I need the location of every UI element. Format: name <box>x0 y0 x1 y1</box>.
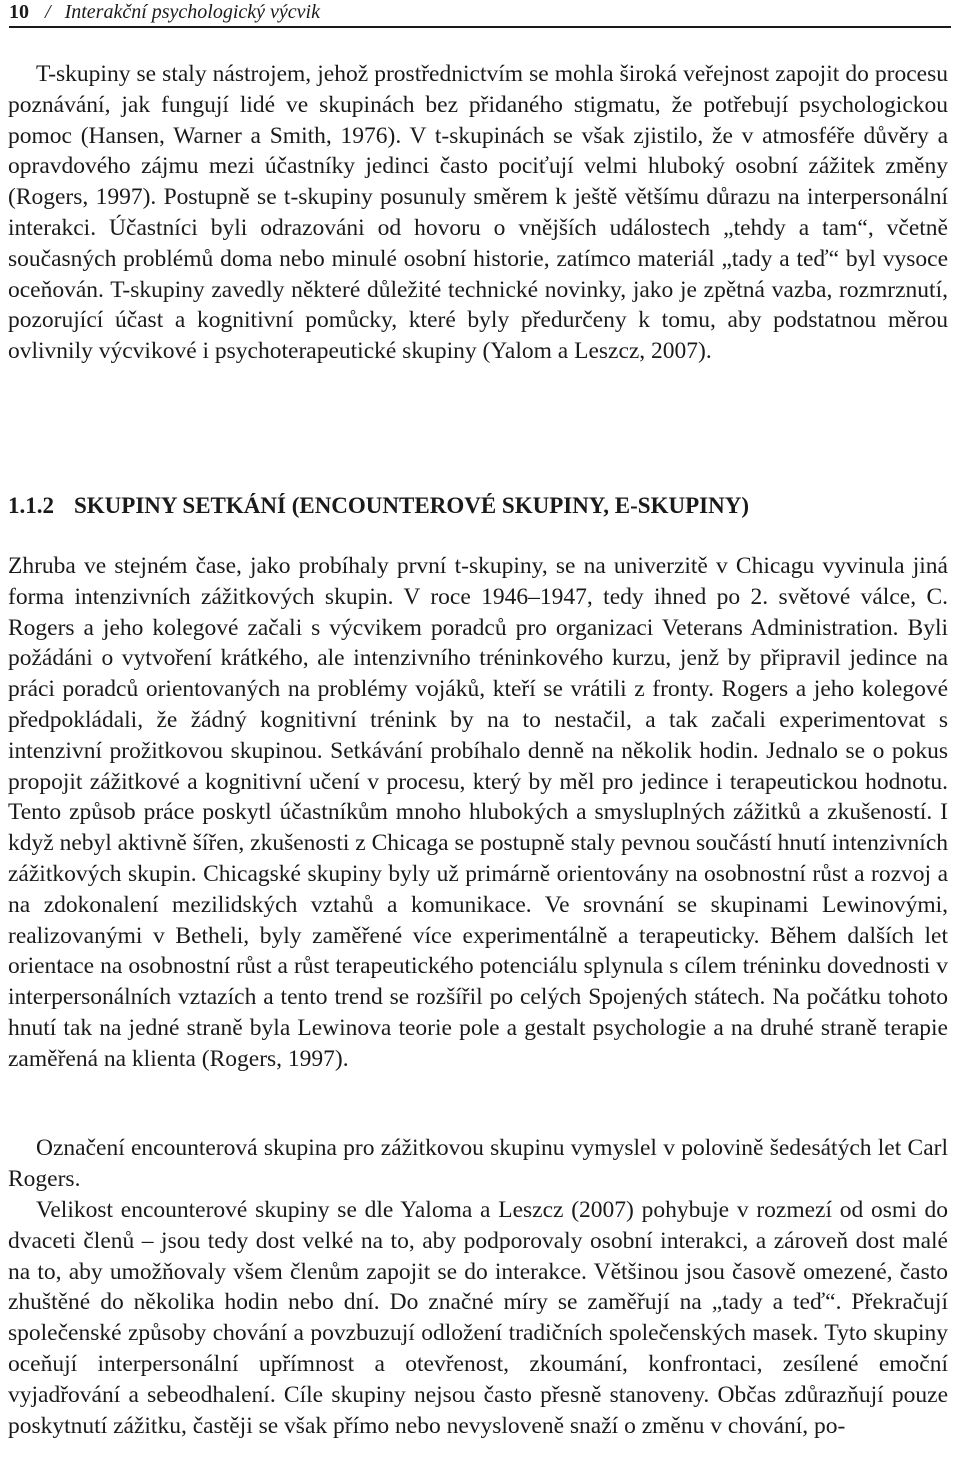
paragraph-chicago-groups: Zhruba ve stejném čase, jako probíhaly první t-skupiny, se na univerzitě v Chicagu vyvinula jiná forma intenzivních zážitkových skupin. V roce 1946–1947, tedy ihned po 2. světové válce, C. Rogers a jeho kolegové začali s výcvikem poradců pro organizaci Veterans Administration. Byli požádáni o vytvoření krátkého, ale intenzivního tréninkového kurzu, jenž by připravil jedince na práci poradců orientovaných na problémy vojáků, kteří se vrátili z fronty. Rogers a jeho kolegové předpokládali, že žádný kognitivní trénink by na to nestačil, a tak začali experimentovat s intenzivní prožitkovou skupinou. Setkávání probíhalo denně na několik hodin. Jednalo se o pokus propojit zážitkové a kognitivní učení v procesu, který by měl pro jedince i terapeutickou hodnotu. Tento způsob práce poskytl účastníkům mnoho hlubokých a smysluplných zážitků a zkušeností. I když nebyl aktivně šířen, zkušenosti z Chicaga se postupně staly pevnou součástí hnutí intenzivních zážitkových skupin. Chicagské skupiny byly už primárně orientovány na osobnostní růst a rozvoj a na zdokonalení mezilidských vztahů a komunikace. Ve srovnání se skupinami Lewinovými, realizovanými v Betheli, byly zaměřené více experimentálně a terapeuticky. Během dalších let orientace na osobnostní růst a růst terapeutického potenciálu splynula s cílem tréninku dovednosti v interpersonálních vztazích a tento trend se rozšířil po celých Spojených státech. Na počátku tohoto hnutí tak na jedné straně byla Lewinova teorie pole a gestalt psychologie a na druhé straně terapie zaměřená na klienta (Rogers, 1997). <box>8 553 948 1072</box>
book-title: Interakční psychologický výcvik <box>64 1 320 23</box>
paragraph-group-size: Velikost encounterové skupiny se dle Yaloma a Leszcz (2007) pohybuje v rozmezí od osmi do dvaceti členů – jsou tedy dost velké na to, aby podporovaly osobní interakci, a zároveň dost malé na to, aby umožňovaly všem členům zapojit se do interakce. Většinou jsou časově omezené, často zhuštěné do několika hodin nebo dní. Do značné míry se zaměřují na „tady a teď“. Překračují společenské způsoby chování a povzbuzují odložení tradičních společenských masek. Tyto skupiny oceňují interpersonální upřímnost a otevřenost, zkoumání, konfrontaci, zesílené emoční vyjadřování a sebeodhalení. Cíle skupiny nejsou často přesně stanoveny. Občas zdůrazňují pouze poskytnutí zážitku, častěji se však přímo nebo nevysloveně snaží o změnu v chování, po- <box>8 1197 948 1439</box>
section-title: SKUPINY SETKÁNÍ (ENCOUNTEROVÉ SKUPINY, E-SKUPINY) <box>74 493 749 518</box>
section-heading <box>8 491 948 521</box>
paragraph-t-groups: T-skupiny se staly nástrojem, jehož prostřednictvím se mohla široká veřejnost zapojit do procesu poznávání, jak fungují lidé ve skupinách bez přidaného stigmatu, že potřebují psychologickou pomoc (Hansen, Warner a Smith, 1976). V t-skupinách se však zjistilo, že v atmosféře důvěry a opravdového zájmu mezi účastníky jedinci často pociťují velmi hluboký osobní zážitek změny (Rogers, 1997). Postupně se t-skupiny posunuly směrem k ještě většímu důrazu na interpersonální interakci. Účastníci byli odrazováni od hovoru o vnějších událostech „tehdy a tam“, včetně současných problémů doma nebo minulé osobní historie, zatímco materiál „tady a teď“ byl vysoce oceňován. T-skupiny zavedly některé důležité technické novinky, jako je zpětná vazba, rozmrznutí, pozorující účast a kognitivní pomůcky, které byly předurčeny k tomu, aby podstatnou měrou ovlivnily výcvikové i psychoterapeutické skupiny (Yalom a Leszcz, 2007). <box>8 61 948 365</box>
header-separator: / <box>45 1 51 23</box>
running-header <box>9 0 951 28</box>
page-number: 10 <box>9 1 29 23</box>
paragraph-encounter-term: Označení encounterová skupina pro zážitkovou skupinu vymyslel v polovině šedesátých let Carl Rogers. <box>8 1135 948 1192</box>
section-number: 1.1.2 <box>8 493 54 518</box>
